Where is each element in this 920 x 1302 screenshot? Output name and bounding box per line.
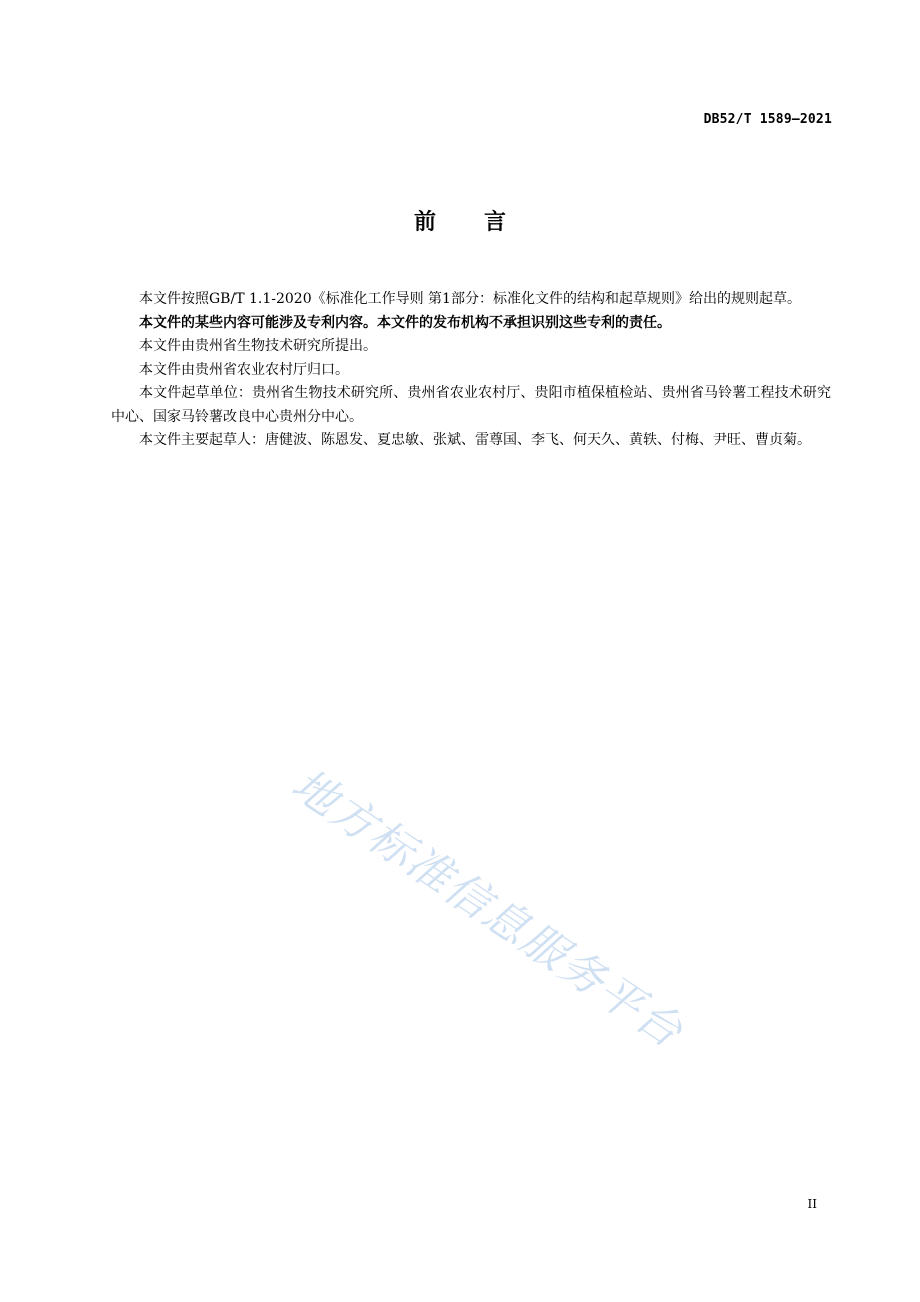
paragraph-proposer: 本文件由贵州省生物技术研究所提出。 (139, 338, 377, 354)
page-number: II (807, 1197, 817, 1211)
paragraph-drafters: 本文件主要起草人：唐健波、陈恩发、夏忠敏、张斌、雷尊国、李飞、何天久、黄轶、付梅、尹旺、曹贞菊。 (139, 432, 811, 448)
foreword-body (111, 288, 831, 453)
watermark: 地方标准信息服务平台 (282, 758, 693, 1059)
paragraph-centralized-unit: 本文件由贵州省农业农村厅归口。 (139, 361, 349, 378)
paragraph-drafting-rules: 本文件按照GB/T 1.1-2020《标准化工作导则 第1部分：标准化文件的结构和起草规则》给出的规则起草。 (139, 291, 801, 307)
paragraph-drafting-units: 本文件起草单位：贵州省生物技术研究所、贵州省农业农村厅、贵阳市植保植检站、贵州省马铃薯工程技术研究中心、国家马铃薯改良中心贵州分中心。 (111, 385, 831, 425)
paragraph-patent-notice: 本文件的某些内容可能涉及专利内容。本文件的发布机构不承担识别这些专利的责任。 (139, 314, 671, 331)
page-title: 前言 (413, 210, 554, 235)
standard-code: DB52/T 1589—2021 (703, 112, 832, 127)
